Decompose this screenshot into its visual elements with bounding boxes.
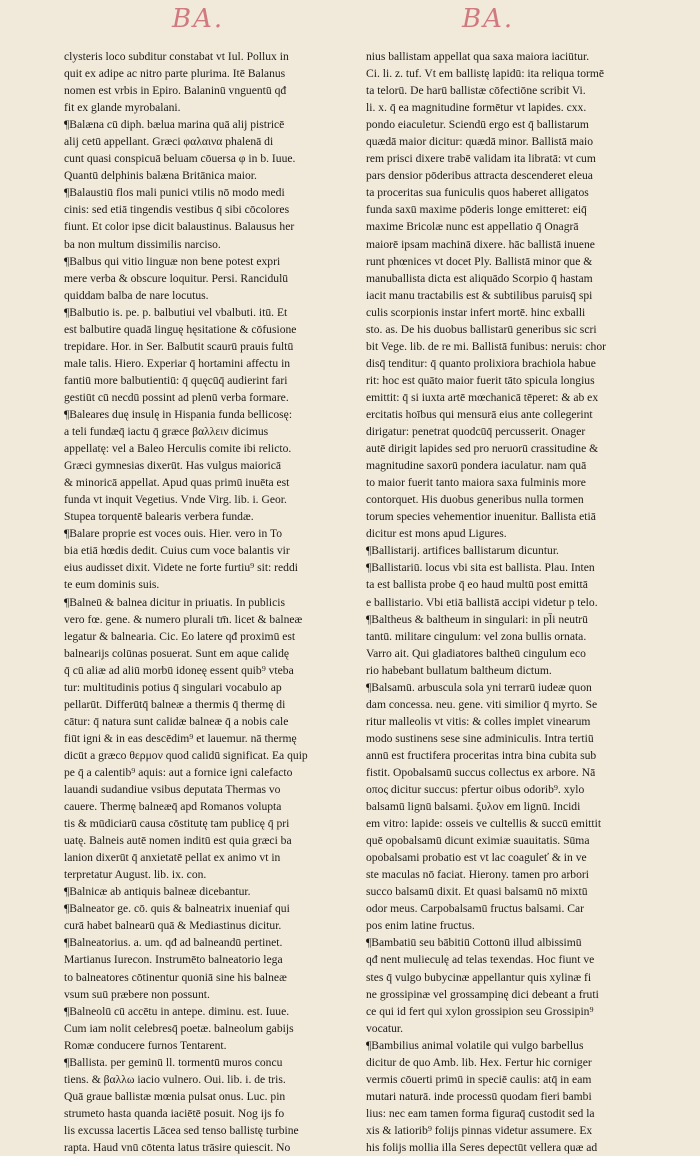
text-line: torum species vehementior inuenitur. Ballista etiā (366, 510, 596, 524)
text-line: alij cetū appellant. Græci φαλαινα phalenā di (64, 135, 274, 149)
text-line: ¶Balæna cū diph. bælua marina quā alij pistricē (64, 118, 285, 132)
text-line: dicūt a græco θερμον quod calidū significat. Ea quip (64, 748, 308, 762)
text-line: dirigatur: penetrat quodcūq̄ percusserit. Onager (366, 425, 586, 439)
text-line: rapta. Haud vnū cōtenta latus trāsire quiescit. No (64, 1141, 291, 1154)
text-line: quiddam balba de nare locutus. (64, 288, 209, 302)
text-line: funda vt inquit Vegetius. Vnde Virg. lib. i. Geor. (64, 493, 287, 507)
text-line: to maior fuerit tanto maiora saxa fulminis more (366, 476, 586, 490)
text-line: ¶Balbutio is. pe. p. balbutiui vel vbalbuti. itū. Et (64, 305, 288, 319)
text-line: to balneatores cōtinentur quoniā sine his balneæ (64, 970, 287, 984)
text-line: pos enim latine fructus. (366, 919, 475, 933)
text-line: modo sustinens sese sine adminiculis. Intra tertiū (366, 731, 594, 745)
text-line: disq̄ tenditur: q̄ quanto prolixiora brachiola habue (366, 356, 596, 370)
text-line: terpretatur August. lib. ix. con. (64, 868, 207, 882)
text-line: em vitro: lapide: osseis ve cultellis & succū emittit (366, 817, 602, 831)
text-line: pe q̄ a calentib⁹ aquis: aut a fornice igni calefacto (64, 765, 293, 779)
text-line: ¶Ballistariū. locus vbi sita est ballista. Plau. Inten (366, 561, 595, 575)
text-line: e ballistario. Vbi etiā ballistā accipi videtur p telo. (366, 595, 598, 609)
text-line: maxime Bricolæ nunc est appellatio q̄ Onagrā (366, 220, 579, 234)
text-line: fit ex glande myrobalani. (64, 101, 181, 115)
text-line: ¶Bambilius animal volatile qui vulgo barbellus (366, 1038, 584, 1052)
text-line: balnearijs colūnas posuerat. Sunt em aque calidę (64, 646, 290, 660)
text-line: strumeto hasta quanda iaciētē posuit. Nog ijs fo (64, 1106, 285, 1120)
text-line: Romæ conducere furnos Tentarent. (64, 1038, 227, 1052)
text-line: Cum iam nolit celebresq̄ poetæ. balneolum gabijs (64, 1021, 294, 1035)
text-line: ¶Bambatiū seu bābitiū Cottonū illud albissimū (366, 936, 582, 950)
text-line: opobalsami probatio est vt lac coaguleť & in ve (366, 851, 587, 865)
text-line: ce qui id fert qui xylon grossipion seu Grossipin⁹ (366, 1004, 594, 1018)
text-line: Stupea torquentē balearis verbera fundæ. (64, 510, 254, 524)
text-line: appellatę: vel a Baleo Herculis comite ibi relicto. (64, 442, 292, 456)
text-line: lius: nec eam tamen forma figuraq̄ custodit sed la (366, 1106, 595, 1120)
running-head-left: BA. (172, 4, 225, 34)
text-line: legatur & balnearia. Cic. Eo latere qđ proximū est (64, 629, 296, 643)
text-line: ¶Balneū & balnea dicitur in priuatis. In publicis (64, 595, 285, 609)
text-line: rem prisci dixere trabē validam ita libratā: vt cum (366, 152, 596, 166)
text-line: curā habet balnearū quā & Mediastinus dicitur. (64, 919, 282, 933)
text-line: runt phœnices vt docet Ply. Ballistā minor que & (366, 254, 593, 268)
text-line: Varro ait. Qui gladiatores baltheū cingulum eco (366, 646, 586, 660)
text-line: tantū. militare cingulum: vel zona bullis ornata. (366, 629, 587, 643)
text-line: Martianus Iurecon. Instrumēto balneatorio lega (64, 953, 283, 967)
text-line: & minoricā appellat. Apud quas primū inuēta est (64, 476, 290, 490)
text-line: maiorē ipsam machinā dixere. hāc ballistā inuene (366, 237, 595, 251)
text-line: qđ nent mulieculę ad telas texendas. Hoc fiunt ve (366, 953, 595, 967)
text-line: dam concessa. neu. gene. viti similior q̄ myrto. Se (366, 697, 598, 711)
text-line: Quā graue ballistæ mœnia pulsat onus. Luc. pin (64, 1089, 286, 1103)
text-line: autē dirigit lapides sed pro neruorū crassitudine & (366, 442, 599, 456)
text-line: vsum suū præbere non possunt. (64, 987, 210, 1001)
text-line: dicitur est mons apud Ligures. (366, 527, 507, 541)
text-line: gestiūt cū necdū possint ad plenū verba formare. (64, 390, 289, 404)
text-line: lis excussa lacertis Lācea sed tenso ballistę turbine (64, 1123, 299, 1137)
text-line: fantiū more balbutientiū: q̄ quęcūq̄ audierint fari (64, 373, 288, 387)
text-line: tis & mūdiciarū causa cōstitutę tam publicę q̄ pri (64, 817, 290, 831)
text-line: balsamū lignū balsami. ξυλον em lignū. Incidi (366, 800, 581, 814)
text-line: ¶Ballistarij. artifices ballistarum dicuntur. (366, 544, 559, 558)
text-line: tur: multitudinis potius q̄ singulari vocabulo ap (64, 680, 282, 694)
text-line: ¶Balare proprie est voces ouis. Hier. vero in To (64, 527, 283, 541)
text-line: cauere. Thermę balneæq̄ apd Romanos volupta (64, 800, 282, 814)
text-line: οπος dicitur succus: pfertur oibus odorib⁹. xylo (366, 783, 585, 797)
text-line: cinis: sed etiā tingendis vestibus q̄ sibi cōcolores (64, 203, 290, 217)
text-line: ritur malleolis vt vitis: & colles implet vinearum (366, 714, 591, 728)
text-line: stes q̄ vulgo bubycinæ appellantur quis xylinæ fi (366, 970, 592, 984)
text-line: ¶Balnicæ ab antiquis balneæ dicebantur. (64, 885, 251, 899)
text-line: q̄ cū aliæ ad aliū morbū idoneę essent quib⁹ vteba (64, 663, 294, 677)
text-line: rio habebant bullatum baltheum dictum. (366, 663, 552, 677)
text-line: clysteris loco subditur constabat vt Iul. Pollux in (64, 50, 289, 63)
text-line: Ci. li. z. tuf. Vt em ballistę lapidū: ita reliqua tormē (366, 67, 605, 81)
text-line: ¶Balneolū cū accētu in antepe. diminu. est. Iuue. (64, 1004, 290, 1018)
text-line: xis & latiorib⁹ folijs pinnas videtur assumere. Ex (366, 1123, 593, 1137)
text-line: ste maculas nō faciat. Hierony. tamen pro arbori (366, 868, 589, 882)
text-line: bit Vege. lib. de re mi. Ballistā funibus: neruis: chor (366, 339, 606, 353)
text-line: lanion dixerūt q̄ anxietatē pellat ex animo vt in (64, 851, 281, 865)
text-line: ¶Ballista. per geminū ll. tormentū muros concu (64, 1055, 283, 1069)
text-line: rit: hoc est quāto maior fuerit tāto spicula longius (366, 373, 595, 387)
text-line: tiens. & βαλλω iacio vulnero. Oui. lib. i. de tris. (64, 1072, 286, 1086)
text-line: emittit: q̄ si iuxta artē mœchanicā tēperet: & ab ex (366, 390, 599, 404)
text-line: ¶Baleares duę insulę in Hispania funda bellicosę: (64, 407, 293, 421)
text-line: ¶Balaustiū flos mali punici vtilis nō modo medi (64, 186, 285, 200)
text-line: his folijs mollia illa Seres depectūt vellera quæ ad (366, 1141, 598, 1154)
text-line: Quantū delphinis balæna Britānica maior. (64, 169, 257, 183)
text-line: manuballista dicta est aliquādo Scorpio q̄ hastam (366, 271, 593, 285)
text-line: bia etiā hœdis dedit. Cuius cum voce balantis vir (64, 544, 290, 558)
text-column-right (366, 48, 642, 1156)
text-line: cunt quasi conspicuā beluam cōuersa φ in b. Iuue. (64, 152, 296, 166)
text-line: ¶Balbus qui vitio linguæ non bene potest expri (64, 254, 281, 268)
text-line: fiunt. Et color ipse dicit balaustinus. Balausus her (64, 220, 295, 234)
text-line: ercitatis hoībus qui mensurā eius ante collegerint (366, 407, 593, 421)
text-line: nomen est vrbis in Epiro. Balaninū vnguentū qđ (64, 84, 287, 98)
text-line: ¶Balneatorius. a. um. qđ ad balneandū pertinet. (64, 936, 283, 950)
text-line: magnitudine saxorū pondera iaculatur. nam quā (366, 459, 587, 473)
text-line: ¶Balneator ge. cō. quis & balneatrix inueniaf qui (64, 902, 290, 916)
text-line: Græci gymnesias dixerūt. Has vulgus maioricā (64, 459, 282, 473)
text-line: eius audisset dixit. Videte ne forte furtiu⁹ sit: reddi (64, 561, 298, 575)
text-line: ¶Baltheus & baltheum in singulari: in pl̄i neutrū (366, 612, 588, 626)
text-line: iacit manu tractabilis est & subtilibus paruisq̄ spi (366, 288, 593, 302)
text-line: pellarūt. Differūtq̄ balneæ a thermis q̄ thermę di (64, 697, 286, 711)
text-line: ¶Balsamū. arbuscula sola yni terrarū iudeæ quon (366, 680, 592, 694)
text-line: pars densior pōderibus attracta descenderet eleua (366, 169, 593, 183)
text-line: quædā maior dicitur: quædā minor. Ballistā maio (366, 135, 594, 149)
text-line: li. x. q̄ ea magnitudine formētur vt lapides. cxx. (366, 101, 587, 115)
text-line: a teli fundæq̄ iactu q̄ græce βαλλειν dicimus (64, 425, 269, 439)
text-line: culis scorpionis instar infert mortē. hinc exballi (366, 305, 586, 319)
text-line: vocatur. (366, 1021, 404, 1035)
text-line: succo balsamū dixit. Et quasi balsamū nō mixtū (366, 885, 588, 899)
text-line: odor meus. Carpobalsamū fructus balsami. Car (366, 902, 584, 916)
text-line: dicitur de quo Amb. lib. Hex. Fertur hic corniger (366, 1055, 592, 1069)
text-line: fiūt igni & in eas descēdim⁹ et lauemur. nā thermę (64, 731, 297, 745)
text-line: ne grossipinæ vel grossampinę dici debeant a fruti (366, 987, 599, 1001)
text-line: ta est ballista probe q̄ eo haud multū post emittā (366, 578, 588, 592)
text-line: uatę. Balneis autē nomen inditū est quia græci ba (64, 834, 292, 848)
text-line: lauandi sudandiue vsibus deputata Thermas vo (64, 783, 281, 797)
text-line: funda saxū maxime pōderis longe emitteret: eiq̄ (366, 203, 587, 217)
text-line: nius ballistam appellat qua saxa maiora iaciūtur. (366, 50, 590, 63)
running-head-right: BA. (462, 4, 515, 34)
text-line: fistit. Opobalsamū succus collectus ex arbore. Nā (366, 765, 596, 779)
text-line: te eum dominis suis. (64, 578, 160, 592)
text-line: ta proceritas sua funiculis quos haberet alligatos (366, 186, 589, 200)
text-line: trepidare. Hor. in Ser. Balbutit scaurū prauis fultū (64, 339, 294, 353)
text-line: mere verba & obscure loquitur. Persi. Rancidulū (64, 271, 289, 285)
text-line: ba non multum dissimilis narciso. (64, 237, 221, 251)
text-line: quit ex adipe ac nitro parte plurima. Itē Balanus (64, 67, 286, 81)
text-line: pondo eiaculetur. Sciendū ergo est q̄ ballistarum (366, 118, 589, 132)
text-line: sto. as. De his duobus ballistarū generibus sic scri (366, 322, 597, 336)
text-column-left (64, 48, 350, 1156)
text-line: contorquet. His duobus generibus nulla tormen (366, 493, 584, 507)
text-line: vermis cōuerti primū in speciē caulis: atq̄ in eam (366, 1072, 592, 1086)
text-line: mutari naturā. inde processū quodam fieri bambi (366, 1089, 592, 1103)
text-line: male talis. Hiero. Experiar q̄ hortamini affectu in (64, 356, 291, 370)
text-line: quē opobalsamū dicunt eximiæ suauitatis. Sūma (366, 834, 590, 848)
text-line: vero fœ. gene. & numero plurali tm̄. licet & balneæ (64, 612, 303, 626)
text-line: annū est fructifera proceritas intra bina cubita sub (366, 748, 597, 762)
text-line: est balbutire quadā linguę hęsitatione & cōfusione (64, 322, 297, 336)
text-line: cātur: q̄ natura sunt calidæ balneæ q̄ a nobis cale (64, 714, 289, 728)
text-line: ta telorū. De harū ballistæ cōfectiōne scribit Vi. (366, 84, 586, 98)
